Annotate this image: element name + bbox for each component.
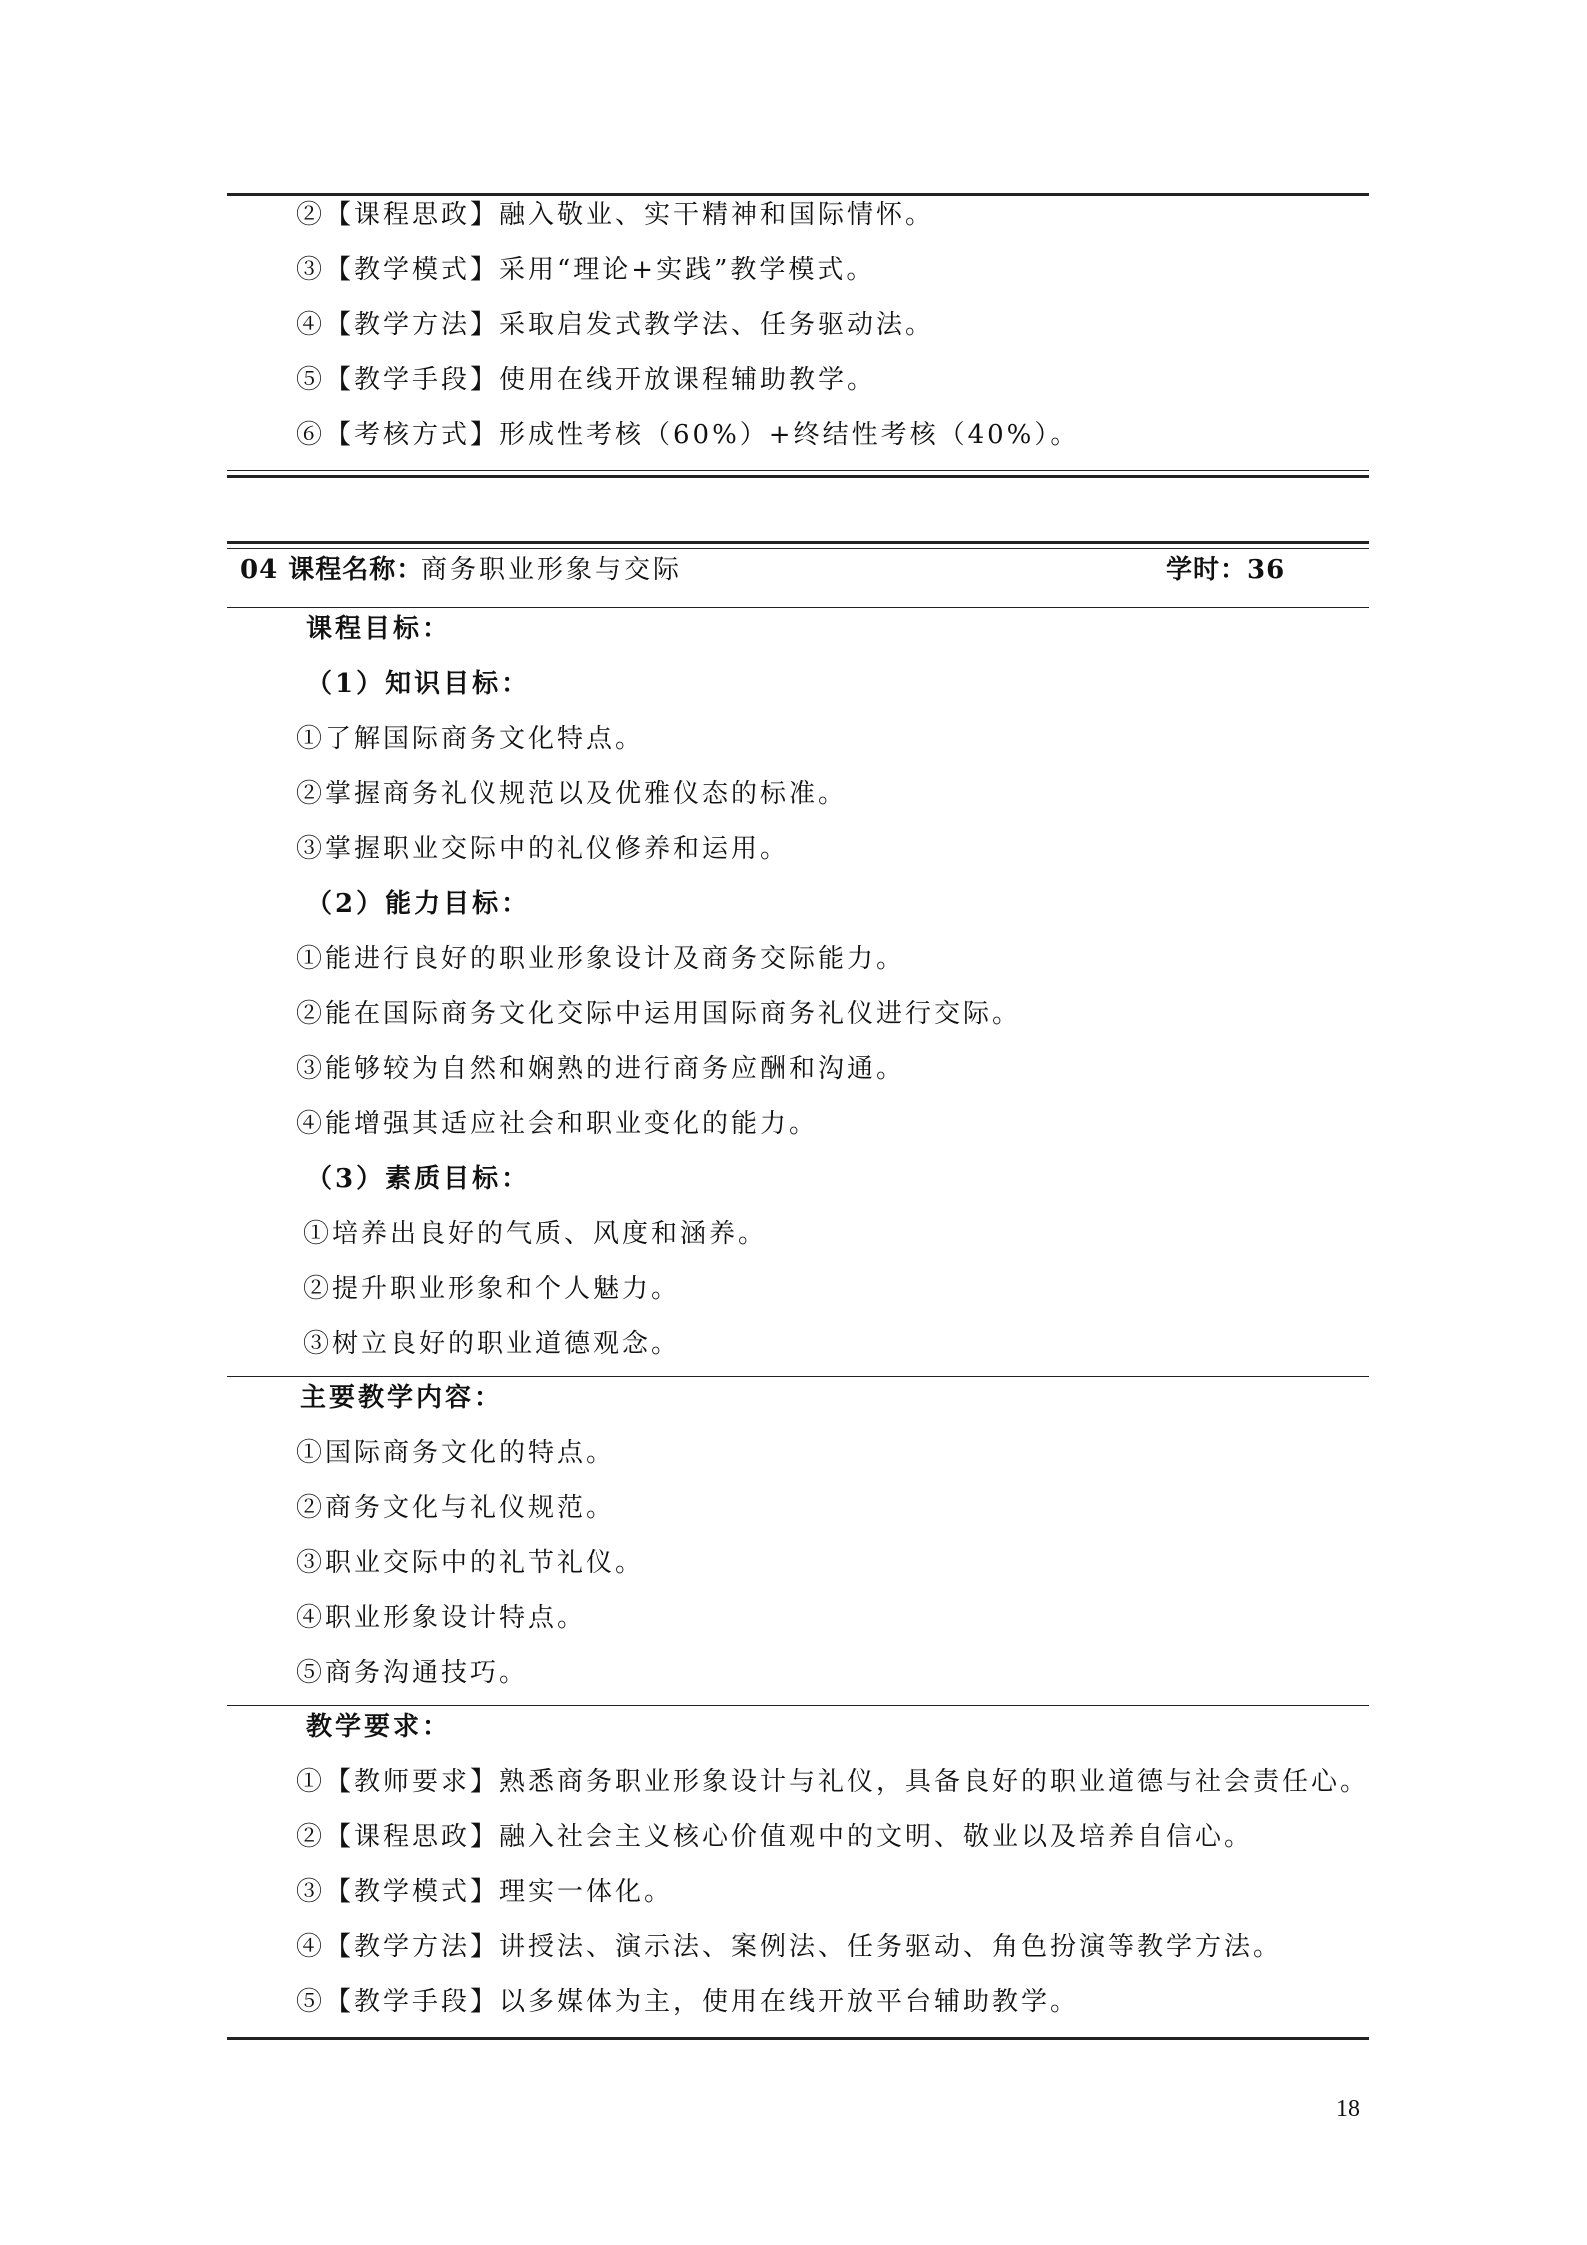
section-end-rule — [227, 470, 1369, 471]
knowledge-heading: （1）知识目标： — [306, 669, 531, 699]
list-item: ②商务文化与礼仪规范。 — [296, 1493, 616, 1523]
list-item: ③职业交际中的礼节礼仪。 — [296, 1548, 645, 1578]
list-item: ②能在国际商务文化交际中运用国际商务礼仪进行交际。 — [296, 999, 1022, 1029]
list-item: ④能增强其适应社会和职业变化的能力。 — [296, 1109, 819, 1139]
section-end-rule — [227, 475, 1369, 478]
list-item: ③掌握职业交际中的礼仪修养和运用。 — [296, 834, 790, 864]
course-number-label: 04 课程名称： — [240, 555, 424, 585]
list-item: ②【课程思政】融入社会主义核心价值观中的文明、敬业以及培养自信心。 — [296, 1822, 1254, 1852]
course-top-rule — [227, 541, 1369, 544]
list-item: ②【课程思政】融入敬业、实干精神和国际情怀。 — [296, 200, 935, 230]
list-item: ④职业形象设计特点。 — [296, 1603, 587, 1633]
page-number: 18 — [1336, 2096, 1360, 2122]
list-item: ③能够较为自然和娴熟的进行商务应酬和沟通。 — [296, 1054, 906, 1084]
goals-heading: 课程目标： — [306, 614, 452, 644]
list-item: ⑥【考核方式】形成性考核（60%）+终结性考核（40%）。 — [296, 420, 1080, 450]
goals-end-rule — [227, 1376, 1369, 1377]
list-item: ①培养出良好的气质、风度和涵养。 — [303, 1219, 768, 1249]
list-item: ⑤【教学手段】以多媒体为主，使用在线开放平台辅助教学。 — [296, 1987, 1080, 2017]
list-item: ①【教师要求】熟悉商务职业形象设计与礼仪，具备良好的职业道德与社会责任心。 — [296, 1767, 1370, 1797]
requirements-heading: 教学要求： — [306, 1712, 452, 1742]
list-item: ④【教学方法】讲授法、演示法、案例法、任务驱动、角色扮演等教学方法。 — [296, 1932, 1283, 1962]
course-hours: 学时：36 — [1166, 555, 1286, 585]
list-item: ⑤商务沟通技巧。 — [296, 1658, 529, 1688]
course-top-rule — [227, 548, 1369, 549]
list-item: ①了解国际商务文化特点。 — [296, 724, 645, 754]
course-name: 商务职业形象与交际 — [421, 555, 683, 585]
course-header-rule — [227, 607, 1369, 608]
table-end-rule — [227, 2037, 1369, 2040]
list-item: ①能进行良好的职业形象设计及商务交际能力。 — [296, 944, 906, 974]
list-item: ③【教学模式】理实一体化。 — [296, 1877, 674, 1907]
content-end-rule — [227, 1705, 1369, 1706]
list-item: ②掌握商务礼仪规范以及优雅仪态的标准。 — [296, 779, 848, 809]
top-rule — [227, 193, 1369, 196]
list-item: ④【教学方法】采取启发式教学法、任务驱动法。 — [296, 310, 935, 340]
content-heading: 主要教学内容： — [300, 1383, 504, 1413]
list-item: ①国际商务文化的特点。 — [296, 1438, 616, 1468]
list-item: ②提升职业形象和个人魅力。 — [303, 1274, 681, 1304]
list-item: ③【教学模式】采用“理论+实践”教学模式。 — [296, 255, 876, 285]
quality-heading: （3）素质目标： — [306, 1164, 531, 1194]
ability-heading: （2）能力目标： — [306, 889, 531, 919]
list-item: ③树立良好的职业道德观念。 — [303, 1329, 681, 1359]
list-item: ⑤【教学手段】使用在线开放课程辅助教学。 — [296, 365, 877, 395]
